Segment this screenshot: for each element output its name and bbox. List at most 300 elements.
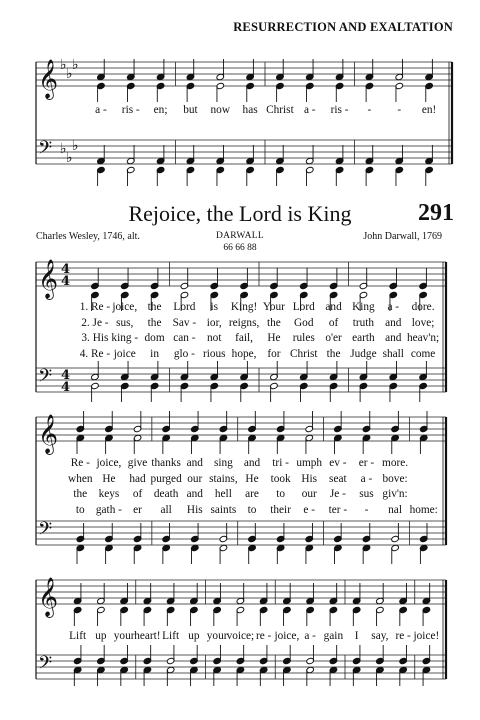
flat-icon: ♭ (72, 57, 79, 73)
music-credit: John Darwall, 1769 (363, 231, 442, 242)
lyric-syllable: - (397, 104, 402, 116)
note-head (120, 657, 129, 664)
note-head (156, 157, 165, 164)
note-head (219, 535, 228, 542)
lyric-syllable: and (325, 301, 342, 313)
bass-clef-icon: 𝄢 (38, 653, 53, 678)
note-head (276, 425, 285, 432)
note-head (126, 157, 135, 164)
note-head (283, 597, 292, 604)
lyric-syllable: I (354, 630, 359, 642)
note-head (150, 291, 159, 298)
note-head (306, 606, 315, 613)
note-head (389, 382, 398, 389)
note-head (105, 434, 114, 441)
note-head (97, 657, 106, 664)
lyric-syllable: Lift (162, 630, 180, 642)
lyric-syllable: dore. (411, 301, 435, 313)
note-head (248, 535, 257, 542)
note-head (210, 382, 219, 389)
lyric-syllable: up (95, 630, 107, 642)
note-head (283, 657, 292, 664)
note-head (335, 73, 344, 80)
flat-icon: ♭ (60, 57, 67, 73)
note-head (359, 382, 368, 389)
note-head (76, 434, 85, 441)
lyric-syllable: death (153, 488, 179, 500)
note-head (120, 606, 129, 613)
note-head (419, 434, 428, 441)
lyric-syllable: heav'n; (407, 332, 440, 344)
note-head (365, 82, 374, 89)
note-head (133, 544, 142, 551)
lyric-syllable: - (367, 104, 372, 116)
note-head (236, 597, 245, 604)
note-head (190, 606, 199, 613)
note-head (276, 157, 285, 164)
lyric-syllable: your (113, 630, 135, 642)
note-head (180, 373, 189, 380)
note-head (105, 535, 114, 542)
note-head (305, 544, 314, 551)
note-head (120, 382, 129, 389)
note-head (391, 544, 400, 551)
note-head (422, 666, 431, 673)
lyric-syllable: joice! (413, 630, 440, 642)
section-header: RESURRECTION AND EXALTATION (233, 20, 453, 34)
note-head (97, 82, 106, 89)
lyric-syllable: the (73, 488, 88, 500)
note-head (156, 82, 165, 89)
treble-staff (36, 57, 452, 100)
note-head (126, 166, 135, 173)
lyric-syllable: Lift (69, 630, 87, 642)
lyric-syllable: Re - (70, 457, 90, 469)
bass-staff (36, 519, 446, 545)
note-head (180, 382, 189, 389)
note-head (97, 666, 106, 673)
lyric-syllable: had (129, 472, 146, 485)
lyric-syllable: ev - (329, 457, 347, 469)
lyric-syllable: earth (352, 332, 375, 344)
lyric-syllable: Lord (173, 301, 196, 313)
lyric-syllable: to (247, 503, 257, 516)
lyric-syllable: rious (202, 347, 226, 360)
note-head (133, 535, 142, 542)
note-head (76, 535, 85, 542)
treble-notes (97, 59, 434, 102)
note-head (216, 73, 225, 80)
treble-clef-icon: 𝄞 (38, 577, 59, 617)
note-head (246, 166, 255, 173)
lyric-syllable: a - (360, 472, 373, 485)
lyric-syllable: King (352, 301, 375, 313)
note-head (299, 373, 308, 380)
note-head (236, 657, 245, 664)
note-head (259, 666, 268, 673)
lyric-syllable: took (270, 472, 291, 485)
note-head (246, 157, 255, 164)
note-head (419, 382, 428, 389)
bass-clef-icon: 𝄢 (38, 366, 53, 391)
lyric-syllable: o'er (325, 332, 342, 344)
lyric-syllable: not (207, 332, 222, 344)
time-signature: 4 (61, 380, 71, 395)
lyric-syllable: 1. Re - (79, 301, 111, 313)
flat-icon: ♭ (66, 150, 73, 166)
lyric-syllable: fail, (235, 332, 254, 344)
lyric-syllable: 4. Re - (79, 347, 111, 360)
note-head (166, 606, 175, 613)
note-head (299, 382, 308, 389)
note-head (276, 535, 285, 542)
note-head (276, 82, 285, 89)
note-head (162, 535, 171, 542)
lyric-syllable: His (301, 472, 318, 485)
bass-staff (36, 138, 452, 166)
flat-icon: ♭ (72, 138, 79, 154)
note-head (329, 282, 338, 289)
lyric-syllable: of (132, 488, 143, 500)
note-head (73, 657, 82, 664)
note-head (359, 373, 368, 380)
lyric-syllable: up (188, 630, 200, 642)
lyric-syllable: to (75, 503, 85, 516)
note-head (236, 666, 245, 673)
note-head (186, 157, 195, 164)
lyric-syllable: joice, (96, 457, 122, 469)
bass-notes (91, 361, 428, 402)
note-head (335, 166, 344, 173)
words-credit: Charles Wesley, 1746, alt. (36, 231, 140, 242)
hymn-number: 291 (418, 200, 454, 226)
note-head (216, 82, 225, 89)
lyric-syllable: of (328, 316, 339, 329)
lyric-syllable: God (294, 316, 314, 329)
lyric-syllable: stains, (209, 472, 238, 485)
note-head (91, 282, 100, 289)
note-head (219, 425, 228, 432)
lyric-syllable: but (183, 104, 198, 116)
note-head (362, 535, 371, 542)
lyric-syllable: - (364, 503, 369, 516)
note-head (120, 282, 129, 289)
note-head (270, 382, 279, 389)
lyric-syllable: He (267, 332, 281, 344)
note-head (213, 666, 222, 673)
note-head (190, 434, 199, 441)
lyric-syllable: Judge (350, 347, 377, 360)
lyric-syllable: has (242, 104, 258, 116)
note-head (97, 597, 106, 604)
note-head (213, 597, 222, 604)
note-head (395, 73, 404, 80)
flat-icon: ♭ (66, 66, 73, 82)
note-head (143, 597, 152, 604)
bass-staff (36, 366, 446, 395)
note-head (180, 291, 189, 298)
note-head (97, 157, 106, 164)
note-head (305, 73, 314, 80)
lyric-syllable: ris - (121, 104, 140, 116)
note-head (425, 157, 434, 164)
note-head (276, 166, 285, 173)
meter: 66 66 88 (223, 243, 257, 253)
note-head (334, 425, 343, 432)
note-head (190, 666, 199, 673)
lyric-syllable: truth (352, 316, 375, 329)
note-head (276, 73, 285, 80)
lyric-syllable: a - (387, 301, 400, 313)
time-signature: 4 (61, 274, 71, 289)
lyric-syllable: the (267, 316, 281, 329)
lyric-syllable: umph (296, 457, 323, 469)
note-head (219, 434, 228, 441)
note-head (213, 657, 222, 664)
treble-clef-icon: 𝄞 (38, 414, 59, 454)
note-head (156, 166, 165, 173)
lyric-syllable: joice (113, 347, 136, 360)
lyric-syllable: 3. His (81, 332, 109, 344)
note-head (97, 73, 106, 80)
lyric-syllable: gain (323, 630, 344, 642)
note-head (399, 606, 408, 613)
note-head (143, 657, 152, 664)
lyric-syllable: keys (98, 488, 120, 500)
time-signature: 4 (61, 262, 71, 277)
note-head (305, 82, 314, 89)
note-head (126, 82, 135, 89)
note-head (365, 157, 374, 164)
lyric-syllable: come (410, 347, 436, 360)
lyric-syllable: King! (230, 301, 258, 313)
note-head (422, 606, 431, 613)
lyric-syllable: Sav - (172, 316, 197, 329)
note-head (190, 425, 199, 432)
lyric-syllable: the (147, 316, 162, 329)
note-head (120, 373, 129, 380)
bass-notes (97, 140, 434, 186)
lyric-syllable: say, (371, 630, 389, 642)
lyric-syllable: hell (214, 488, 232, 500)
lyric-syllable: heart! (134, 630, 161, 642)
treble-staff (36, 414, 446, 455)
lyric-syllable: en! (421, 104, 437, 116)
treble-clef-icon: 𝄞 (38, 259, 59, 299)
note-head (105, 425, 114, 432)
lyric-syllable: now (210, 104, 230, 116)
note-head (190, 597, 199, 604)
bass-staff (36, 653, 446, 679)
note-head (105, 544, 114, 551)
note-head (305, 157, 314, 164)
note-head (329, 382, 338, 389)
lyric-syllable: gath - (95, 503, 122, 516)
note-head (329, 291, 338, 298)
note-head (283, 606, 292, 613)
lyric-syllable: His (186, 503, 203, 516)
note-head (376, 597, 385, 604)
lyric-syllable: joice, (274, 630, 300, 642)
lyric-syllable: e - (303, 503, 316, 516)
note-head (399, 666, 408, 673)
lyric-syllable: and (385, 332, 402, 344)
time-signature: 4 (61, 368, 71, 383)
lyric-syllable: love; (411, 316, 435, 329)
note-head (248, 434, 257, 441)
lyric-syllable: sus (359, 488, 374, 500)
note-head (399, 657, 408, 664)
note-head (276, 544, 285, 551)
lyric-syllable: tri - (272, 457, 289, 469)
note-head (270, 373, 279, 380)
note-head (156, 73, 165, 80)
note-head (389, 291, 398, 298)
note-head (73, 666, 82, 673)
note-head (376, 657, 385, 664)
note-head (186, 82, 195, 89)
lyric-syllable: all (160, 503, 172, 516)
lyric-syllable: thanks (151, 457, 181, 469)
note-head (335, 82, 344, 89)
lyric-syllable: more. (382, 457, 409, 469)
bass-notes (76, 521, 428, 564)
note-head (299, 291, 308, 298)
note-head (419, 544, 428, 551)
note-head (329, 373, 338, 380)
note-head (216, 157, 225, 164)
note-head (359, 282, 368, 289)
note-head (391, 425, 400, 432)
lyric-syllable: and (186, 457, 203, 469)
note-head (376, 606, 385, 613)
lyric-syllable: seat (329, 472, 347, 485)
note-head (306, 666, 315, 673)
note-head (365, 166, 374, 173)
note-head (376, 666, 385, 673)
note-head (352, 597, 361, 604)
lyric-syllable: in (150, 347, 159, 360)
lyric-syllable: reigns, (228, 316, 260, 329)
note-head (162, 544, 171, 551)
lyric-syllable: giv'n: (382, 488, 408, 500)
note-head (166, 597, 175, 604)
treble-staff (36, 259, 446, 300)
note-head (259, 657, 268, 664)
note-head (240, 373, 249, 380)
lyric-syllable: en; (153, 104, 168, 116)
lyric-syllable: sing (213, 457, 233, 469)
bass-clef-icon: 𝄢 (38, 138, 53, 163)
lyric-syllable: nal (388, 503, 402, 516)
note-head (352, 666, 361, 673)
lyric-syllable: and (186, 488, 203, 500)
bass-notes (73, 645, 430, 686)
note-head (365, 73, 374, 80)
note-head (299, 282, 308, 289)
note-head (425, 82, 434, 89)
note-head (359, 291, 368, 298)
lyric-syllable: ior, (206, 316, 222, 329)
note-head (270, 282, 279, 289)
note-head (76, 425, 85, 432)
bass-clef-icon: 𝄢 (38, 519, 53, 544)
lyric-syllable: dom (144, 332, 165, 344)
note-head (391, 434, 400, 441)
treble-staff (36, 577, 446, 618)
note-head (362, 544, 371, 551)
note-head (276, 434, 285, 441)
tune-name: DARWALL (215, 231, 264, 241)
note-head (306, 597, 315, 604)
note-head (389, 282, 398, 289)
note-head (73, 606, 82, 613)
lyric-syllable: a - (304, 630, 316, 642)
lyric-syllable: voice; (226, 630, 255, 642)
note-head (166, 666, 175, 673)
note-head (190, 544, 199, 551)
lyric-syllable: Je - (329, 488, 346, 500)
note-head (329, 657, 338, 664)
lyric-syllable: give (127, 457, 148, 469)
lyric-syllable: bove: (382, 472, 408, 485)
lyric-syllable: re - (395, 630, 411, 642)
lyric-syllable: He (102, 472, 116, 485)
treble-notes (73, 580, 430, 626)
note-head (419, 291, 428, 298)
lyric-syllable: hope, (231, 347, 257, 360)
note-head (186, 73, 195, 80)
note-head (240, 291, 249, 298)
note-head (213, 606, 222, 613)
note-head (395, 82, 404, 89)
note-head (305, 434, 314, 441)
note-head (425, 73, 434, 80)
note-head (395, 166, 404, 173)
note-head (180, 282, 189, 289)
lyric-syllable: your (206, 630, 228, 642)
note-head (305, 535, 314, 542)
lyric-syllable: when (68, 472, 93, 485)
lyric-syllable: Christ (266, 104, 294, 116)
lyric-syllable: ter - (328, 503, 348, 516)
note-head (283, 666, 292, 673)
lyric-syllable: ris - (330, 104, 349, 116)
lyric-syllable: a - (303, 104, 316, 116)
lyric-syllable: saints (210, 503, 237, 516)
note-head (91, 373, 100, 380)
lyric-syllable: glo - (173, 347, 195, 360)
lyric-syllable: can - (173, 332, 196, 344)
note-head (270, 291, 279, 298)
note-head (246, 82, 255, 89)
note-head (120, 291, 129, 298)
note-head (305, 166, 314, 173)
flat-icon: ♭ (60, 141, 67, 157)
lyric-syllable: He (245, 472, 259, 485)
note-head (352, 606, 361, 613)
lyric-syllable: joice, (112, 301, 138, 313)
note-head (305, 425, 314, 432)
note-head (120, 666, 129, 673)
lyric-syllable: Lord (292, 301, 315, 313)
note-head (329, 597, 338, 604)
note-head (126, 73, 135, 80)
note-head (216, 166, 225, 173)
note-head (190, 535, 199, 542)
lyric-syllable: our (301, 488, 317, 500)
lyric-syllable: Christ (289, 347, 318, 360)
